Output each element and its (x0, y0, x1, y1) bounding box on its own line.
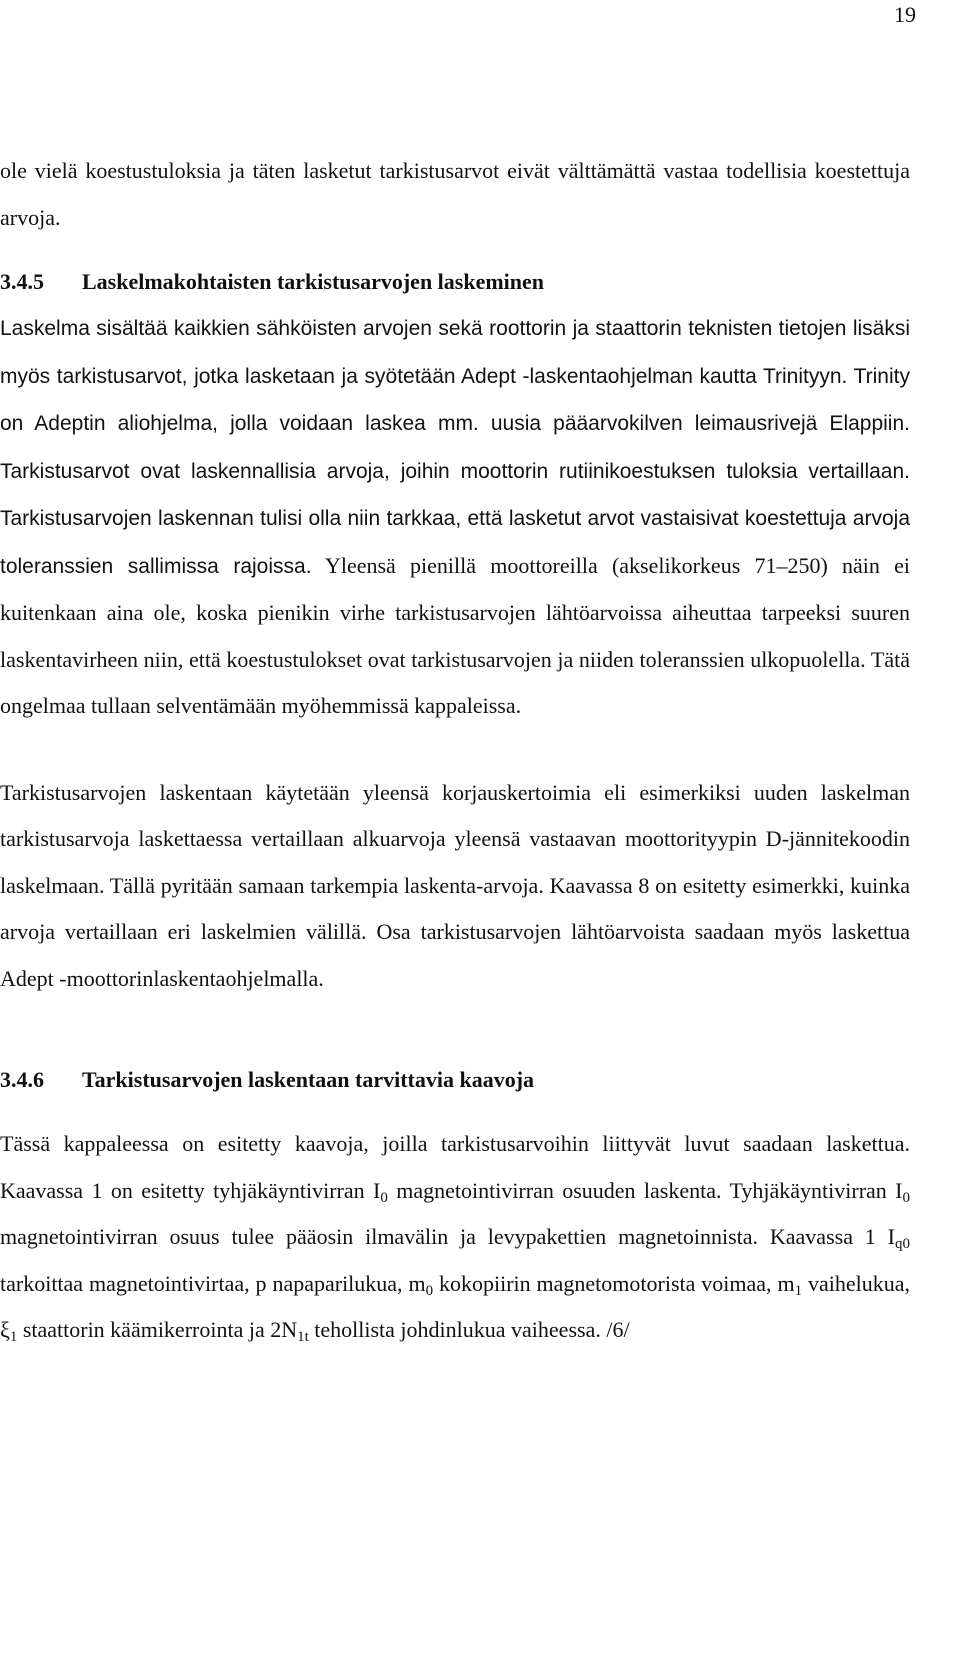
page-number: 19 (894, 2, 916, 27)
subscript: 0 (380, 1189, 388, 1206)
text-run: tehollista johdinlukua vaiheessa. /6/ (308, 1317, 630, 1342)
section-heading-3-4-6 (0, 1057, 910, 1103)
text-run: kokopiirin magnetomotorista voimaa, m (433, 1270, 795, 1296)
paragraph-sans-part: Laskelma sisältää kaikkien sähköisten arvojen sekä roottorin ja staattorin teknisten tietojen lisäksi myös tarkistusarvot, jotka lasketaan ja syötetään Adept -laskentaohjelman kautta Trinityyn. Trinity on Adeptin aliohjelma, jolla voidaan laskea mm. uusia pääarvokilven leimausrivejä Elappiin. Tarkistusarvot ovat laskennallisia arvoja, joihin moottorin rutiinikoestuksen tuloksia vertaillaan. Tarkistusarvojen laskennan tulisi olla niin tarkkaa, että lasketut arvot vastaisivat koestettuja arvoja toleranssien sallimissa rajoissa. (0, 317, 910, 578)
intro-paragraph: ole vielä koestustuloksia ja täten lasketut tarkistusarvot eivät välttämättä vastaa todellisia koestettuja arvoja. (0, 158, 910, 230)
section-paragraph-2: Tarkistusarvojen laskentaan käytetään yleensä korjauskertoimia eli esimerkiksi uuden laskelman tarkistusarvoja laskettaessa vertaillaan alkuarvoja yleensä vastaavan moottorityypin D-jännitekoodin laskelmaan. Tällä pyritään samaan tarkempia laskenta-arvoja. Kaavassa 8 on esitetty esimerkki, kuinka arvoja vertaillaan eri laskelmien välillä. Osa tarkistusarvojen lähtöarvoista saadaan myös laskettua Adept -moottorinlaskentaohjelmalla. (0, 779, 910, 991)
subscript: 1 (9, 1329, 18, 1345)
text-run: vaihelukua, ξ (0, 1270, 910, 1342)
subscript: 1 (794, 1282, 803, 1299)
section-title: Laskelmakohtaisten tarkistusarvojen laskeminen (82, 269, 545, 294)
page-content (0, 148, 910, 1354)
text-run: staattorin käämikerrointa ja 2N (17, 1317, 298, 1342)
section-number: 3.4.5 (0, 269, 44, 294)
section-number: 3.4.6 (0, 1067, 44, 1092)
section-paragraph-3 (0, 1121, 910, 1354)
subscript: q0 (895, 1236, 910, 1252)
section-heading-3-4-5 (0, 259, 910, 305)
subscript: 1t (297, 1329, 309, 1345)
section-title: Tarkistusarvojen laskentaan tarvittavia kaavoja (82, 1067, 535, 1092)
text-run: Tässä kappaleessa on esitetty kaavoja, joilla tarkistusarvoihin liittyvät luvut saadaan laskettua. Kaavassa 1 on esitetty tyhjäkäyntivirran I (0, 1131, 910, 1203)
text-run: magnetointivirran osuuden laskenta. Tyhjäkäyntivirran I (387, 1177, 903, 1203)
text-run: tarkoittaa magnetointivirtaa, p napaparilukua, m (0, 1270, 426, 1296)
section-paragraph-1 (0, 305, 910, 730)
text-run: magnetointivirran osuus tulee pääosin ilmavälin ja levypakettien magnetoinnista. Kaavassa 1 I (0, 1224, 895, 1249)
subscript: 0 (425, 1282, 434, 1299)
paragraph-serif-part: Yleensä pienillä moottoreilla (akselikorkeus 71–250) näin ei kuitenkaan aina ole, koska pienikin virhe tarkistusarvojen lähtöarvoissa aiheuttaa tarpeeksi suuren laskentavirheen niin, että koestustulokset ovat tarkistusarvojen ja niiden toleranssien ulkopuolella. Tätä ongelmaa tullaan selventämään myöhemmissä kappaleissa. (0, 552, 910, 718)
subscript: 0 (902, 1189, 910, 1206)
